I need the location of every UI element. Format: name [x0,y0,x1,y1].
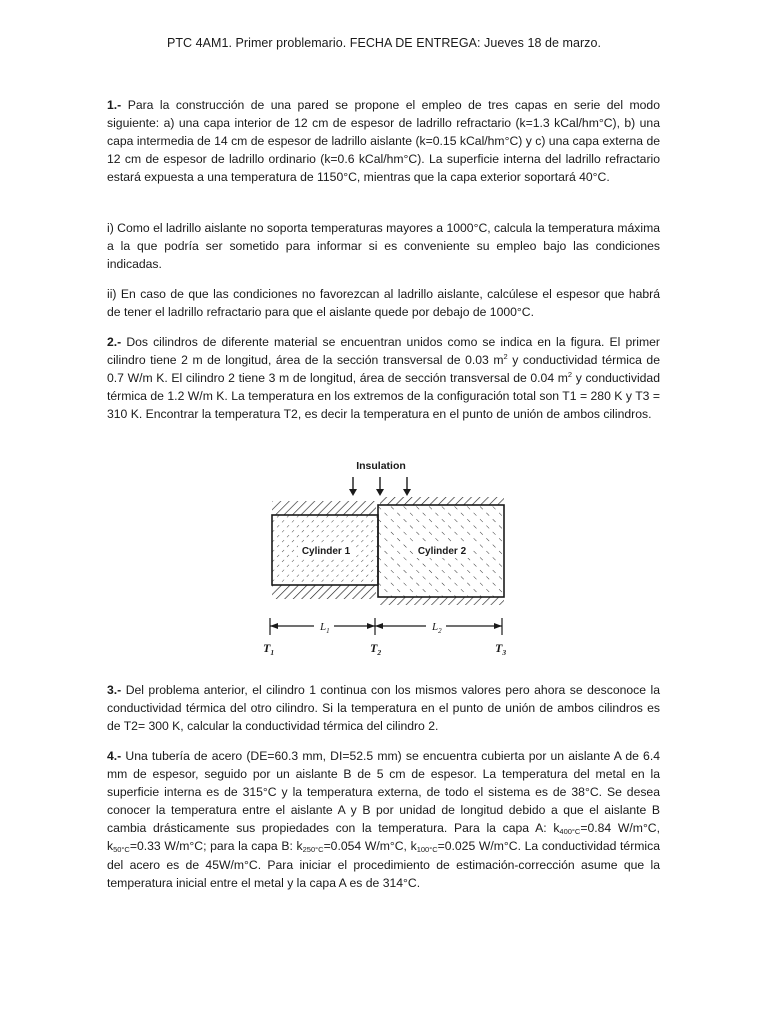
problem-1-statement [107,96,660,186]
problem-1-text: Para la construcción de una pared se propone el empleo de tres capas en serie del modo siguiente: a) una capa interior de 12 cm de espesor de ladrillo refractario (k=1.3 kCal/hm°C), b) una capa intermedia de 14 cm de espesor de ladrillo aislante (k=0.15 kCal/hm°C) y c) una capa externa de 12 cm de espesor de ladrillo ordinario (k=0.6 kCal/hm°C). La superficie interna del ladrillo refractario estará expuesta a una temperatura de 1150°C, mientras que la capa exterior soportará 40°C. [107,98,660,185]
problem-4-statement [107,747,660,892]
dimension-lines [270,618,502,635]
length-2-label: $L_2$ [432,621,442,635]
temperature-t1-label: $T_1$ [263,641,275,657]
problem-4-text-e: =0.025 W/m°C. La conductividad térmica del acero es de 45W/m°C. Para iniciar el procedimiento de estimación-corrección asume que la temperatura inicial entre el metal y la capa A es de 314°C. [107,839,660,890]
problem-3-text: Del problema anterior, el cilindro 1 continua con los mismos valores pero ahora se desconoce la conductividad térmica del otro cilindro. Si la temperatura en el punto de unión de ambos cilindros es de T2= 300 K, calcular la conductividad térmica del cilindro 2. [107,683,660,734]
problem-4-text-b: =0.84 W/m°C, k [107,821,660,854]
problem-4-text-a: Una tubería de acero (DE=60.3 mm, DI=52.5 mm) se encuentra cubierta por un aislante A de 6.4 mm de espesor, seguido por un aislante B de 5 cm de espesor. La temperatura del metal en la superficie interna es de 315°C y la temperatura externa, de todo el sistema es de 38°C. Se desea conocer la temperatura entre el aislante A y B por unidad de longitud debido a que el aislante B cambia drásticamente sus propiedades con la temperatura. Para la capa A: k [107,749,660,836]
problem-2-statement [107,333,660,423]
insulation-label: Insulation [356,460,406,472]
temperature-t2-label: $T_2$ [370,641,382,657]
problem-1-part-ii: ii) En caso de que las condiciones no favorezcan al ladrillo aislante, calcúlese el espesor que habrá de tener el ladrillo refractario para que el aislante quede por debajo de 1000°C. [107,287,660,320]
insulation-arrows [349,477,411,496]
problem-2-number: 2.- [107,335,122,349]
problem-4-number: 4.- [107,749,122,763]
problem-4-k-layer-a-50: 50°C [113,845,130,855]
problem-4-k-layer-b-100: 100°C [416,845,438,855]
problem-4-k-layer-b-250: 250°C [302,845,324,855]
length-1-label: $L_1$ [320,621,330,635]
page-title: PTC 4AM1. Primer problemario. FECHA DE ENTREGA: Jueves 18 de marzo. [166,36,602,50]
problem-3-number: 3.- [107,683,122,697]
problem-2-text-c: y conductividad térmica de 1.2 W/m K. La temperatura en los extremos de la configuración total son T1 = 280 K y T3 = 310 K. Encontrar la temperatura T2, es decir la temperatura en el punto de unión de ambos cilindros. [107,371,660,422]
problem-1-part-i: i) Como el ladrillo aislante no soporta temperaturas mayores a 1000°C, calcula la temperatura máxima a la que podría ser sometido para informar si es conveniente su empleo bajo las condiciones indicadas. [107,221,660,272]
problem-2-area-exponent-1: 2 [503,352,508,362]
problem-4-k-layer-a-400: 400°C [559,827,581,837]
temperature-t3-label: $T_3$ [495,641,507,657]
problem-2-area-exponent-2: 2 [567,370,573,380]
problem-4-text-d: =0.054 W/m°C, k [323,839,417,854]
problem-3-statement [107,681,660,735]
problem-2-text-a: Dos cilindros de diferente material se encuentran unidos como se indica en la figura. El primer cilindro tiene 2 m de longitud, área de la sección transversal de 0.03 m [107,335,660,368]
problem-2-text-b: y conductividad térmica de 0.7 W/m K. El cilindro 2 tiene 3 m de longitud, área de sección transversal de 0.04 m [107,353,660,386]
cylinders-figure [250,455,520,660]
cylinder-2-label: Cylinder 2 [417,546,467,557]
cylinders-diagram [250,455,520,660]
problem-1-number: 1.- [107,98,122,112]
cylinder-1-label: Cylinder 1 [301,546,351,557]
problem-4-text-c: =0.33 W/m°C; para la capa B: k [129,839,303,854]
